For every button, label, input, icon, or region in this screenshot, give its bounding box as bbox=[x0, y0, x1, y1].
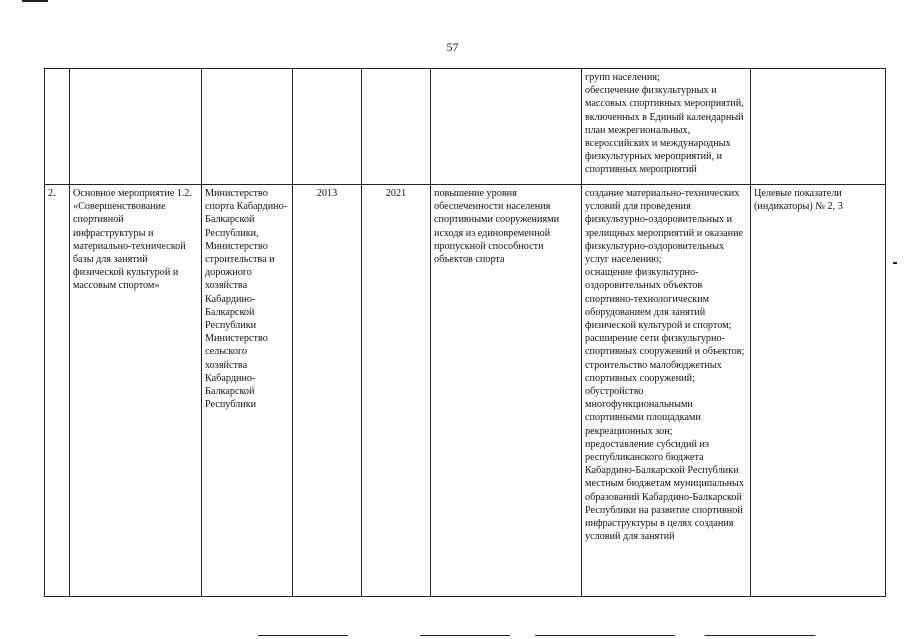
cell-expected-result: повышение уровня обеспеченности населения спортивными сооружениями исходя из единовременной пропускной способности объектов спорта bbox=[431, 185, 582, 597]
program-measures-table bbox=[44, 68, 886, 597]
cell-year-start bbox=[293, 69, 362, 185]
cell-name bbox=[70, 69, 202, 185]
scan-mark-top-left bbox=[22, 0, 48, 2]
table-row-continuation bbox=[45, 69, 886, 185]
scan-mark-bottom-4 bbox=[705, 635, 815, 636]
scan-mark-right bbox=[893, 262, 897, 264]
cell-indicators: Целевые показатели (индикаторы) № 2, 3 bbox=[751, 185, 886, 597]
cell-number: 2. bbox=[45, 185, 70, 597]
scan-mark-bottom-2 bbox=[420, 635, 510, 636]
cell-year-start: 2013 bbox=[293, 185, 362, 597]
scan-mark-bottom-1 bbox=[258, 635, 348, 636]
cell-name: Основное мероприятие 1.2. «Совершенствование спортивной инфраструктуры и материально-технической базы для занятий физической культурой и массовым спортом» bbox=[70, 185, 202, 597]
page-number: 57 bbox=[446, 40, 459, 54]
cell-year-end bbox=[362, 69, 431, 185]
cell-content: создание материально-технических условий для проведения физкультурно-оздоровительных и зрелищных мероприятий и оказание физкультурно-оздоровительных услуг населению; оснащение физкультурно-оздоровительных объектов спортивно-технологическим оборудованием для занятий физической культурой и спортом; расширение сети физкультурно-спортивных сооружений и объектов; строительство малобюджетных спортивных сооружений; обустройство многофункциональными спортивными площадками рекреационных зон; предоставление субсидий из республиканского бюджета Кабардино-Балкарской Республики местным бюджетам муниципальных образований Кабардино-Балкарской Республики на развитие спортивной инфраструктуры в целях создания условий для занятий bbox=[582, 185, 751, 597]
table-row-measure-2 bbox=[45, 185, 886, 597]
cell-expected-result bbox=[431, 69, 582, 185]
cell-number bbox=[45, 69, 70, 185]
cell-content: групп населения; обеспечение физкультурных и массовых спортивных мероприятий, включенных в Единый календарный план межрегиональных, всероссийских и международных физкультурных мероприятий, и спортивных мероприятий bbox=[582, 69, 751, 185]
scan-mark-bottom-3 bbox=[535, 635, 675, 636]
cell-indicators bbox=[751, 69, 886, 185]
cell-year-end: 2021 bbox=[362, 185, 431, 597]
cell-executors bbox=[202, 69, 293, 185]
cell-executors: Министерство спорта Кабардино-Балкарской Республики, Министерство строительства и дорожного хозяйства Кабардино-Балкарской Республики Министерство сельского хозяйства Кабардино-Балкарской Республики bbox=[202, 185, 293, 597]
